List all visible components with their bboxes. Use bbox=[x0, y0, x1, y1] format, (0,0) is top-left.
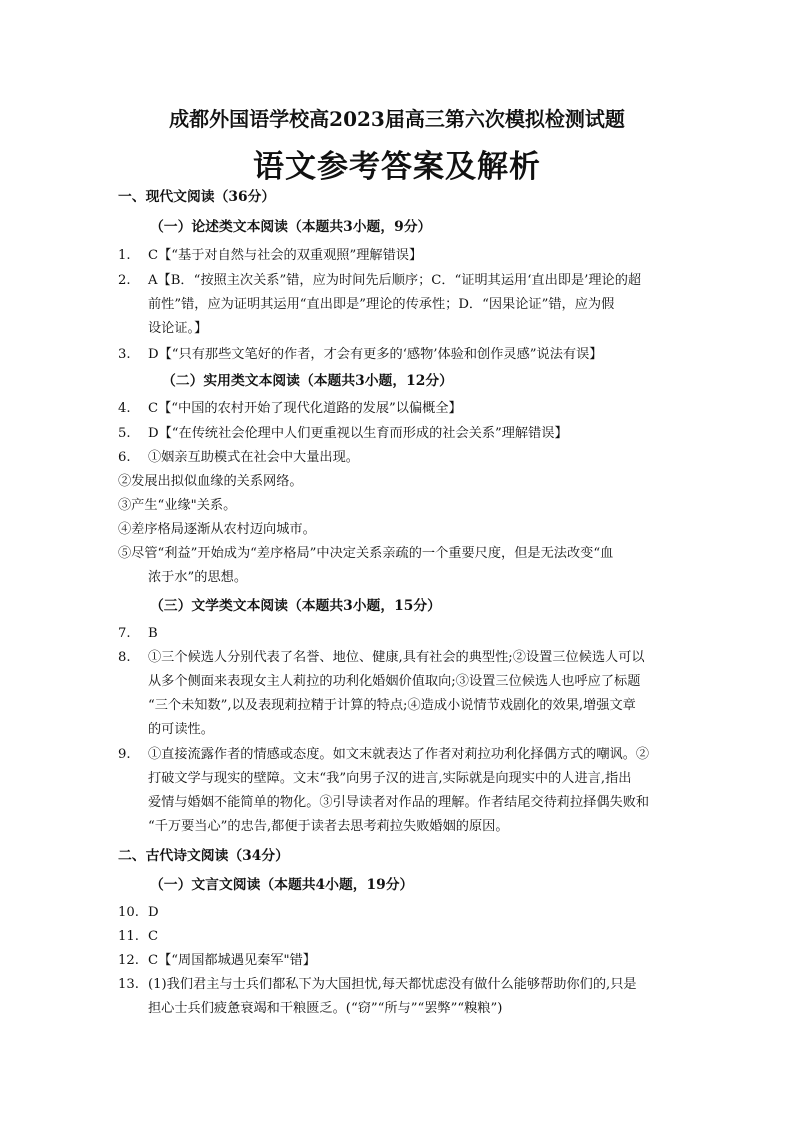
question-number: 2. bbox=[118, 273, 131, 288]
answer-text: ①直接流露作者的情感或态度。如文末就表达了作者对莉拉功利化择偶方式的嘲讽。② bbox=[148, 747, 650, 762]
question-number: 6. bbox=[118, 450, 131, 465]
answer-text: B bbox=[148, 626, 158, 641]
question-number: 10. bbox=[118, 905, 139, 920]
document-heading: 语文参考答案及解析 bbox=[253, 149, 541, 185]
answer-point: ⑤尽管“利益”开始成为“差序格局”中决定关系亲疏的一个重要尺度，但是无法改变“血 bbox=[118, 546, 614, 561]
question-number: 5. bbox=[118, 426, 131, 441]
subsection-heading-argumentative: （一）论述类文本阅读（本题共3小题，9分） bbox=[150, 219, 432, 235]
question-number: 13. bbox=[118, 977, 139, 992]
answer-text: 的可读性。 bbox=[148, 722, 214, 737]
answer-text: C【“基于对自然与社会的双重观照”理解错误】 bbox=[148, 248, 423, 263]
answer-point: 浓于水”的思想。 bbox=[148, 570, 248, 585]
question-number: 9. bbox=[118, 747, 131, 762]
question-number: 8. bbox=[118, 650, 131, 665]
answer-text: (1)我们君主与士兵们都私下为大国担忧,每天都忧虑没有做什么能够帮助你们的,只是 bbox=[148, 977, 637, 992]
answer-text: D bbox=[148, 905, 159, 920]
answer-text: ①姻亲互助模式在社会中大量出现。 bbox=[148, 450, 359, 465]
answer-text: C bbox=[148, 929, 159, 944]
question-number: 1. bbox=[118, 248, 131, 263]
answer-point: ②发展出拟似血缘的关系网络。 bbox=[118, 474, 303, 489]
question-number: 11. bbox=[118, 929, 139, 944]
answer-text: 担心士兵们疲惫衰竭和干粮匮乏。(“窃”“所与”“罢弊”“糗粮”) bbox=[148, 1001, 503, 1016]
question-number: 12. bbox=[118, 953, 139, 968]
subsection-heading-practical: （二）实用类文本阅读（本题共3小题，12分） bbox=[162, 373, 453, 389]
answer-text: A【B．“按照主次关系”错，应为时间先后顺序；C．“证明其运用‘直出即是’理论的超 bbox=[148, 273, 642, 288]
question-number: 7. bbox=[118, 626, 131, 641]
answer-text: D【“只有那些文笔好的作者，才会有更多的‘感物’体验和创作灵感”说法有误】 bbox=[148, 347, 603, 362]
question-number: 3. bbox=[118, 347, 131, 362]
answer-text: D【“在传统社会伦理中人们更重视以生育而形成的社会关系”理解错误】 bbox=[148, 426, 568, 441]
answer-text: “三个未知数”,以及表现莉拉精于计算的特点;④造成小说情节戏剧化的效果,增强文章 bbox=[148, 698, 636, 713]
answer-text: “千万要当心”的忠告,都便于读者去思考莉拉失败婚姻的原因。 bbox=[148, 819, 509, 834]
answer-text: C【“周国都城遇见秦军"错】 bbox=[148, 953, 316, 968]
section-heading-modern-reading: 一、现代文阅读（36分） bbox=[118, 189, 276, 205]
answer-text: ①三个候选人分别代表了名誉、地位、健康,具有社会的典型性;②设置三位候选人可以 bbox=[148, 650, 645, 665]
question-number: 4. bbox=[118, 401, 131, 416]
answer-text: 从多个侧面来表现女主人莉拉的功利化婚姻价值取向;③设置三位候选人也呼应了标题 bbox=[148, 674, 641, 689]
section-heading-classical-reading: 二、古代诗文阅读（34分） bbox=[118, 848, 289, 864]
subsection-heading-classical-prose: （一）文言文阅读（本题共4小题，19分） bbox=[150, 877, 414, 893]
answer-text: C【“中国的农村开始了现代化道路的发展”以偏概全】 bbox=[148, 401, 462, 416]
subsection-heading-literary: （三）文学类文本阅读（本题共3小题，15分） bbox=[150, 598, 441, 614]
answer-text: 打破文学与现实的壁障。文末“我”向男子汉的进言,实际就是向现实中的人进言,指出 bbox=[148, 771, 632, 786]
answer-text: 爱情与婚姻不能简单的物化。③引导读者对作品的理解。作者结尾交待莉拉择偶失败和 bbox=[148, 795, 650, 810]
answer-text: 前性”错，应为证明其运用“直出即是”理论的传承性；D．“因果论证”错，应为假 bbox=[148, 297, 615, 312]
answer-point: ④差序格局逐渐从农村迈向城市。 bbox=[118, 522, 316, 537]
exam-title: 成都外国语学校高2023届高三第六次模拟检测试题 bbox=[169, 107, 625, 131]
answer-text: 设论证。】 bbox=[148, 321, 208, 336]
answer-point: ③产生“业缘"关系。 bbox=[118, 498, 237, 513]
